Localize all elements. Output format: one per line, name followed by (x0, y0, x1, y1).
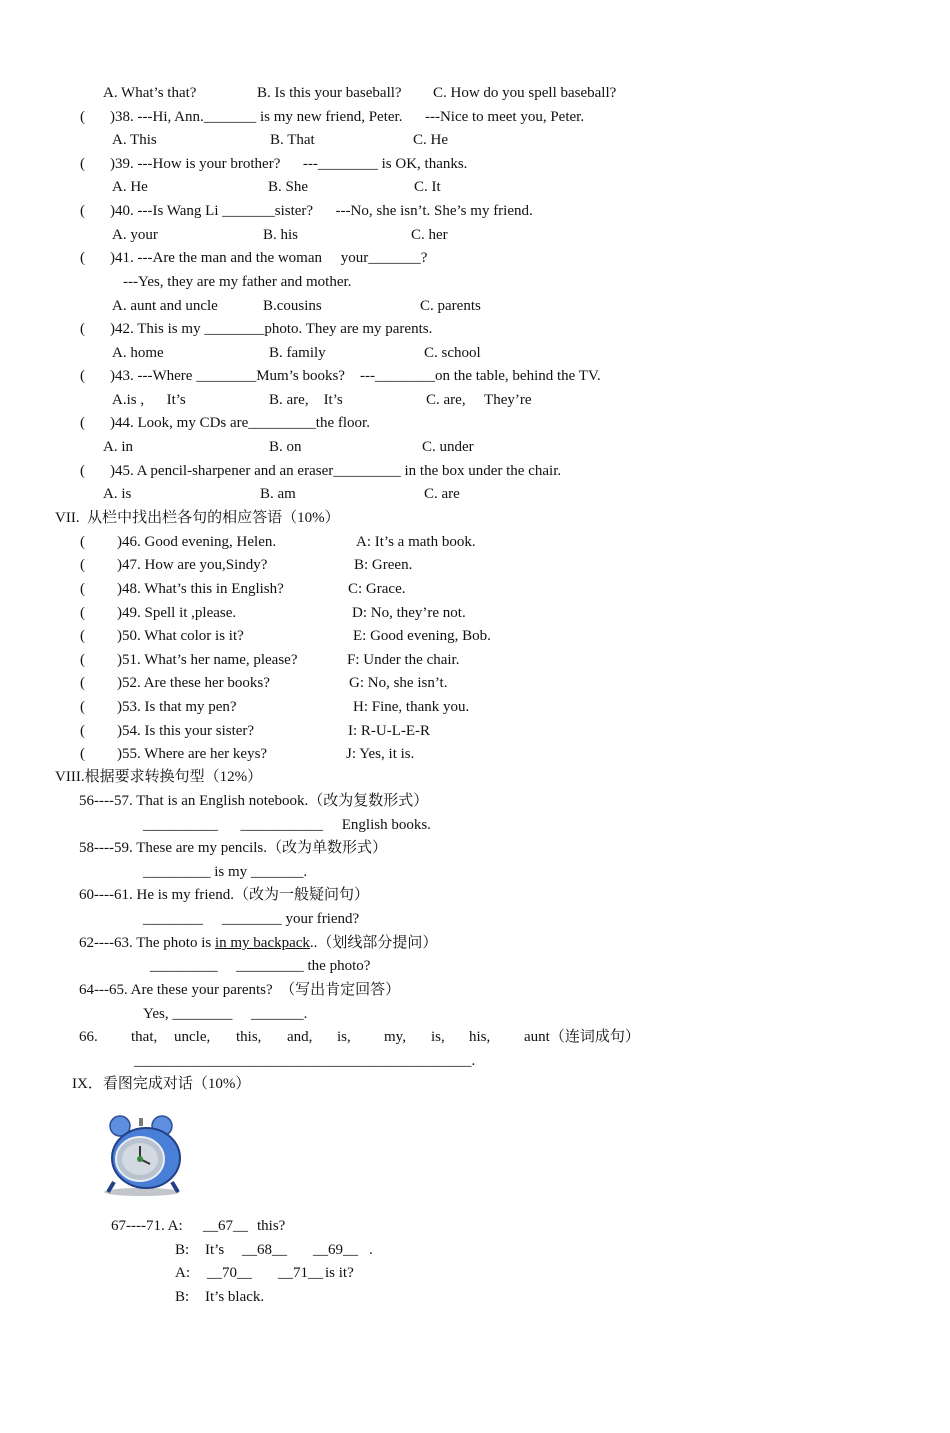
match-question: )54. Is this your sister? (117, 723, 255, 739)
q43-option-a: A.is , It’s (112, 392, 186, 408)
section-viii-title: VIII.根据要求转换句型（12%） (55, 769, 263, 785)
answer-line-64-65[interactable]: Yes, ________ _______. (143, 1006, 308, 1022)
answer-paren[interactable]: ( (80, 723, 85, 739)
answer-line-56-57[interactable]: __________ ___________ English books. (143, 817, 431, 833)
speaker-b: B: (175, 1289, 190, 1305)
section-ix-title: IX．看图完成对话（10%） (72, 1076, 251, 1092)
answer-paren[interactable]: ( (80, 746, 85, 762)
answer-paren[interactable]: ( (80, 368, 85, 384)
match-question: )52. Are these her books? (117, 675, 270, 691)
answer-paren[interactable]: ( (80, 557, 85, 573)
question-58-59: 58----59. These are my pencils.（改为单数形式） (79, 840, 387, 856)
q45-option-a: A. is (103, 486, 132, 502)
question-56-57: 56----57. That is an English notebook.（改为复数形式） (79, 793, 429, 809)
match-question: )48. What’s this in English? (117, 581, 284, 597)
answer-paren[interactable]: ( (80, 250, 85, 266)
q40-option-a: A. your (112, 227, 158, 243)
dialog-line-3-text: is it? (325, 1265, 354, 1281)
q37-option-c: C. How do you spell baseball? (433, 85, 617, 101)
question-60-61: 60----61. He is my friend.（改为一般疑问句） (79, 887, 369, 903)
q40-option-c: C. her (411, 227, 448, 243)
match-answer: E: Good evening, Bob. (353, 628, 491, 644)
question-64-65: 64---65. Are these your parents? （写出肯定回答） (79, 982, 401, 998)
q42-option-c: C. school (424, 345, 481, 361)
q38-option-b: B. That (270, 132, 315, 148)
question-45: )45. A pencil-sharpener and an eraser_________ in the box under the chair. (110, 463, 562, 479)
answer-paren[interactable]: ( (80, 203, 85, 219)
question-42: )42. This is my ________photo. They are my parents. (110, 321, 433, 337)
dialog-line-2-text: It’s (205, 1242, 225, 1258)
question-41-reply: ---Yes, they are my father and mother. (123, 274, 352, 290)
question-39: )39. ---How is your brother? ---________ is OK, thanks. (110, 156, 468, 172)
q43-option-c: C. are, They’re (426, 392, 532, 408)
answer-paren[interactable]: ( (80, 652, 85, 668)
answer-paren[interactable]: ( (80, 321, 85, 337)
question-44: )44. Look, my CDs are_________the floor. (110, 415, 370, 431)
answer-paren[interactable]: ( (80, 463, 85, 479)
blank-69[interactable]: __69__ (313, 1242, 358, 1258)
match-question: )51. What’s her name, please? (117, 652, 298, 668)
answer-paren[interactable]: ( (80, 156, 85, 172)
speaker-b: B: (175, 1242, 190, 1258)
answer-paren[interactable]: ( (80, 628, 85, 644)
match-question: )46. Good evening, Helen. (117, 534, 277, 550)
answer-paren[interactable]: ( (80, 581, 85, 597)
dialog-line-1-text: this? (257, 1218, 286, 1234)
question-40: )40. ---Is Wang Li _______sister? ---No, she isn’t. She’s my friend. (110, 203, 533, 219)
q39-option-a: A. He (112, 179, 148, 195)
match-answer: G: No, she isn’t. (349, 675, 448, 691)
match-question: )55. Where are her keys? (117, 746, 268, 762)
scrambled-word: and, (287, 1029, 313, 1045)
q45-option-b: B. am (260, 486, 296, 502)
dialog-line-2-end: . (369, 1242, 373, 1258)
q40-option-b: B. his (263, 227, 299, 243)
scrambled-word: my, (384, 1029, 406, 1045)
scrambled-word: this, (236, 1029, 262, 1045)
scrambled-word: his, (469, 1029, 491, 1045)
q37-option-a: A. What’s that? (103, 85, 197, 101)
underlined-phrase: in my backpack (214, 935, 310, 951)
answer-paren[interactable]: ( (80, 605, 85, 621)
question-41: )41. ---Are the man and the woman your_______? (110, 250, 428, 266)
scrambled-word: uncle, (174, 1029, 211, 1045)
question-62-63-prefix: 62----63. The photo is (79, 935, 215, 951)
dialog-line-4-text: It’s black. (205, 1289, 265, 1305)
question-38: )38. ---Hi, Ann._______ is my new friend, Peter. ---Nice to meet you, Peter. (110, 109, 585, 125)
answer-line-58-59[interactable]: _________ is my _______. (143, 864, 308, 880)
q37-option-b: B. Is this your baseball? (257, 85, 402, 101)
q41-option-a: A. aunt and uncle (112, 298, 218, 314)
match-answer: H: Fine, thank you. (353, 699, 470, 715)
q44-option-b: B. on (269, 439, 302, 455)
answer-line-66[interactable]: _____________________________________________. (134, 1053, 476, 1069)
question-62-63-suffix: ..（划线部分提问） (309, 935, 438, 951)
question-66-number: 66. (79, 1029, 98, 1045)
q39-option-b: B. She (268, 179, 309, 195)
match-question: )47. How are you,Sindy? (117, 557, 268, 573)
dialog-line-1-number: 67----71. A: (111, 1218, 183, 1234)
answer-paren[interactable]: ( (80, 699, 85, 715)
answer-paren[interactable]: ( (80, 415, 85, 431)
question-62-63 (79, 934, 437, 952)
scrambled-word: is, (431, 1029, 445, 1045)
scrambled-word: is, (337, 1029, 351, 1045)
answer-paren[interactable]: ( (80, 109, 85, 125)
match-answer: J: Yes, it is. (346, 746, 415, 762)
answer-line-60-61[interactable]: ________ ________ your friend? (143, 911, 360, 927)
q43-option-b: B. are, It’s (269, 392, 343, 408)
scrambled-word: that, (131, 1029, 158, 1045)
answer-line-62-63[interactable]: _________ _________ the photo? (150, 958, 371, 974)
q41-option-b: B.cousins (263, 298, 322, 314)
blank-71[interactable]: __71__ (278, 1265, 323, 1281)
q38-option-c: C. He (413, 132, 448, 148)
q42-option-b: B. family (269, 345, 326, 361)
match-answer: D: No, they’re not. (352, 605, 466, 621)
match-answer: F: Under the chair. (347, 652, 460, 668)
match-question: )53. Is that my pen? (117, 699, 237, 715)
match-answer: I: R-U-L-E-R (348, 723, 431, 739)
match-answer: B: Green. (354, 557, 413, 573)
match-answer: A: It’s a math book. (356, 534, 476, 550)
scrambled-word: aunt（连词成句） (524, 1029, 640, 1045)
q39-option-c: C. It (414, 179, 441, 195)
section-vii-title: VII. 从栏中找出栏各句的相应答语（10%） (55, 510, 340, 526)
alarm-clock-icon (100, 1112, 190, 1197)
match-question: )49. Spell it ,please. (117, 605, 237, 621)
match-question: )50. What color is it? (117, 628, 244, 644)
answer-paren[interactable]: ( (80, 675, 85, 691)
q44-option-a: A. in (103, 439, 133, 455)
blank-67[interactable]: __67__ (203, 1218, 248, 1234)
speaker-a: A: (175, 1265, 190, 1281)
q41-option-c: C. parents (420, 298, 481, 314)
blank-70[interactable]: __70__ (207, 1265, 252, 1281)
q42-option-a: A. home (112, 345, 164, 361)
blank-68[interactable]: __68__ (242, 1242, 287, 1258)
question-43: )43. ---Where ________Mum’s books? ---________on the table, behind the TV. (110, 368, 601, 384)
q44-option-c: C. under (422, 439, 474, 455)
match-answer: C: Grace. (348, 581, 406, 597)
q38-option-a: A. This (112, 132, 157, 148)
answer-paren[interactable]: ( (80, 534, 85, 550)
q45-option-c: C. are (424, 486, 460, 502)
